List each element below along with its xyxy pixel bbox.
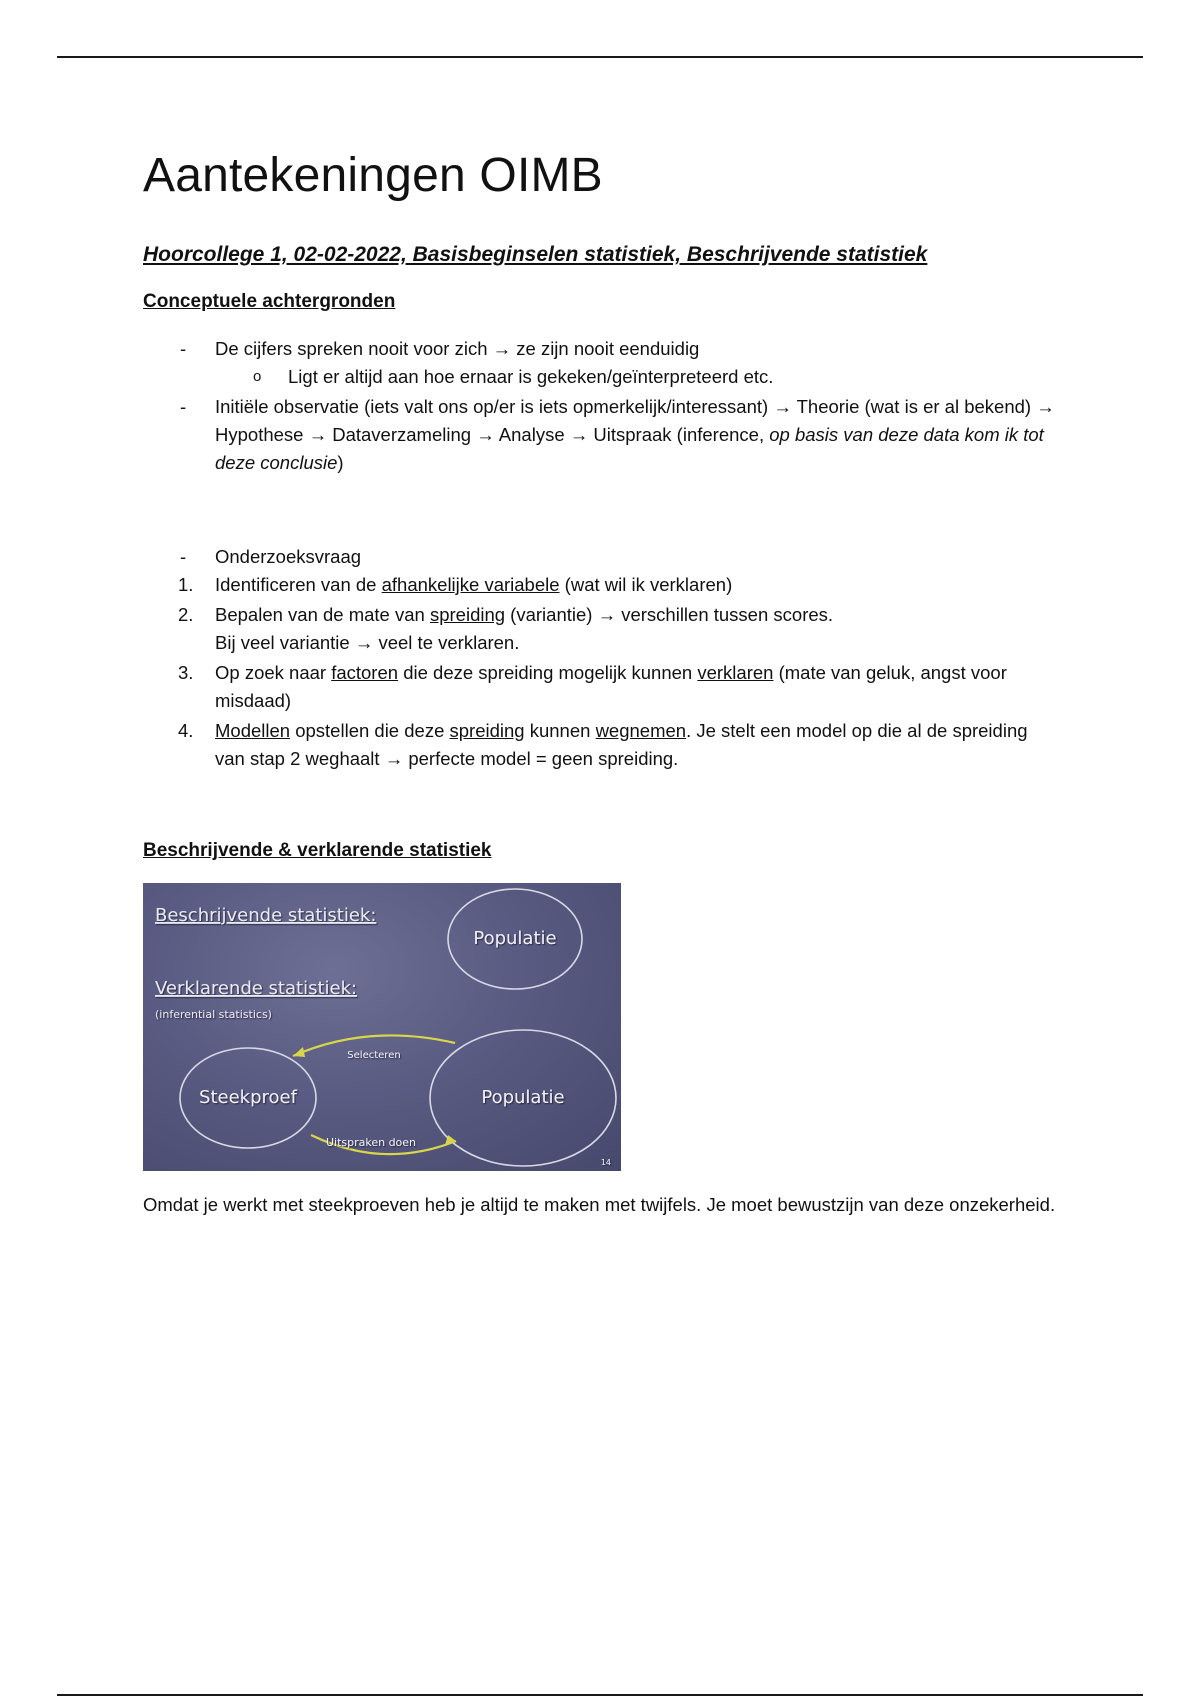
list-number: 1. <box>178 574 194 595</box>
slide-image <box>143 883 621 1171</box>
arrow-icon: → <box>1036 396 1055 417</box>
arrow-icon: → <box>492 338 512 359</box>
list-number: 3. <box>178 662 194 683</box>
bullet-item: - Onderzoeksvraag <box>215 543 1055 571</box>
section-heading-concepts: Conceptuele achtergronden <box>143 291 396 312</box>
dash-marker: - <box>180 396 187 417</box>
slide-number: 14 <box>600 1158 611 1167</box>
arrow-icon: → <box>354 632 374 653</box>
numbered-item: 1. Identificeren van de afhankelijke variabele (wat wil ik verklaren) <box>215 571 1055 599</box>
slide-label-inferential: Verklarende statistiek: <box>155 978 358 999</box>
numbered-item: 2. Bepalen van de mate van spreiding (variantie) → verschillen tussen scores. Bij veel variantie → veel te verklaren. <box>215 601 1055 657</box>
arrow-icon: → <box>569 424 589 445</box>
dash-marker: - <box>180 546 187 567</box>
closing-paragraph: Omdat je werkt met steekproeven heb je altijd te maken met twijfels. Je moet bewustzijn van deze onzekerheid. <box>143 1194 1056 1215</box>
arrow-icon: → <box>308 424 328 445</box>
slide-population-top: Populatie <box>473 928 557 949</box>
dash-marker: - <box>180 338 187 359</box>
numbered-item: 3. Op zoek naar factoren die deze spreiding mogelijk kunnen verklaren (mate van geluk, angst voor misdaad) <box>215 659 1055 715</box>
section-heading-statistics: Beschrijvende & verklarende statistiek <box>143 840 492 861</box>
slide-label-descriptive: Beschrijvende statistiek: <box>155 905 377 926</box>
select-arrowhead <box>293 1047 305 1057</box>
page-title: Aantekeningen OIMB <box>143 149 603 202</box>
numbered-item: 4. Modellen opstellen die deze spreiding kunnen wegnemen. Je stelt een model op die al de spreiding van stap 2 weghaalt → perfecte model = geen spreiding. <box>215 717 1055 773</box>
arrow-icon: → <box>476 424 495 445</box>
bottom-rule <box>57 1694 1143 1696</box>
list-number: 2. <box>178 604 194 625</box>
bullet-item: - De cijfers spreken nooit voor zich → ze zijn nooit eenduidig <box>215 335 1055 363</box>
slide-sample: Steekproef <box>199 1087 297 1108</box>
bullet-item: - Initiële observatie (iets valt ons op/er is iets opmerkelijk/interessant) → Theorie (wat is er al bekend) → Hypothese → Dataverzameling → Analyse → Uitspraak (inference, op basis van deze data kom ik tot deze conclusie) <box>215 393 1055 477</box>
slide-diagram <box>143 883 621 1171</box>
arrow-icon: → <box>384 748 404 769</box>
arrow-icon: → <box>597 604 617 625</box>
slide-population-bottom: Populatie <box>481 1087 565 1108</box>
arrow-icon: → <box>773 396 792 417</box>
list-number: 4. <box>178 720 194 741</box>
lecture-heading: Hoorcollege 1, 02-02-2022, Basisbeginselen statistiek, Beschrijvende statistiek <box>143 243 928 266</box>
sub-bullet-item: o Ligt er altijd aan hoe ernaar is gekeken/geïnterpreteerd etc. <box>288 363 773 391</box>
slide-arrow-select-label: Selecteren <box>347 1050 401 1061</box>
circle-marker: o <box>253 368 262 385</box>
top-rule <box>57 56 1143 58</box>
slide-label-inferential-sub: (inferential statistics) <box>155 1008 272 1021</box>
slide-arrow-conclude-label: Uitspraken doen <box>325 1136 417 1149</box>
